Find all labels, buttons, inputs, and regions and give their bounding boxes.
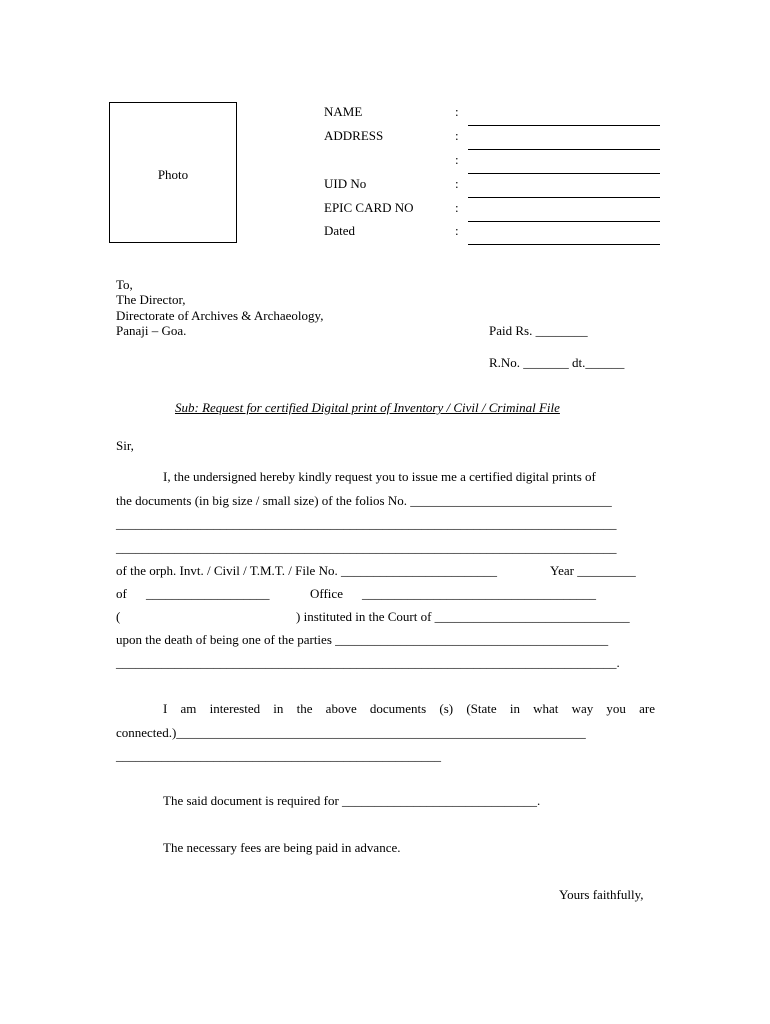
receipt-number: R.No. _______ dt.______ — [489, 355, 625, 370]
body-line: _____________________________________________________________________________ — [116, 516, 617, 531]
body-line: the documents (in big size / small size) of the folios No. _______________________________ — [116, 493, 612, 508]
body-line: ____________________________________ — [362, 586, 596, 601]
photo-label: Photo — [157, 167, 189, 182]
field-label-uid: UID No — [324, 176, 367, 191]
body-line: The said document is required for ______________________________. — [163, 793, 541, 808]
field-label-epic: EPIC CARD NO — [324, 200, 414, 215]
body-line: Office — [310, 586, 343, 601]
subject-line: Sub: Request for certified Digital print of Inventory / Civil / Criminal File — [175, 400, 560, 415]
field-colon: : — [455, 176, 459, 191]
epic-field-line[interactable] — [468, 221, 660, 222]
body-line: _____________________________________________________________________________. — [116, 655, 620, 670]
photo-box — [109, 102, 237, 243]
field-label-address: ADDRESS — [324, 128, 384, 143]
body-line: of the orph. Invt. / Civil / T.M.T. / File No. ________________________ — [116, 563, 497, 578]
salutation: Sir, — [116, 438, 134, 453]
field-label-name: NAME — [324, 104, 363, 119]
body-line: __________________________________________________ — [116, 748, 441, 763]
body-line: _____________________________________________________________________________ — [116, 540, 617, 555]
field-colon: : — [455, 223, 459, 238]
address-field-line-1[interactable] — [468, 149, 660, 150]
dated-field-line[interactable] — [468, 244, 660, 245]
address-field-line-2[interactable] — [468, 173, 660, 174]
field-label-dated: Dated — [324, 223, 356, 238]
field-colon: : — [455, 152, 459, 167]
body-line: ) instituted in the Court of ______________________________ — [296, 609, 630, 624]
body-line: Year _________ — [550, 563, 636, 578]
body-line: The necessary fees are being paid in advance. — [163, 840, 401, 855]
uid-field-line[interactable] — [468, 197, 660, 198]
field-colon: : — [455, 104, 459, 119]
address-directorate: Directorate of Archives & Archaeology, — [116, 308, 324, 323]
paid-amount: Paid Rs. ________ — [489, 323, 588, 338]
body-line: of — [116, 586, 127, 601]
body-line: I am interested in the above documents (s) (State in what way you are — [163, 701, 655, 716]
body-line: upon the death of being one of the parties __________________________________________ — [116, 632, 609, 647]
address-director: The Director, — [116, 292, 186, 307]
closing: Yours faithfully, — [559, 887, 644, 902]
field-colon: : — [455, 200, 459, 215]
body-line: connected.)_______________________________________________________________ — [116, 725, 586, 740]
body-line: I, the undersigned hereby kindly request you to issue me a certified digital prints of — [163, 469, 596, 484]
body-line: ( — [116, 609, 121, 624]
address-to: To, — [116, 277, 133, 292]
name-field-line[interactable] — [468, 125, 660, 126]
field-colon: : — [455, 128, 459, 143]
address-city: Panaji – Goa. — [116, 323, 187, 338]
body-line: ___________________ — [146, 586, 270, 601]
